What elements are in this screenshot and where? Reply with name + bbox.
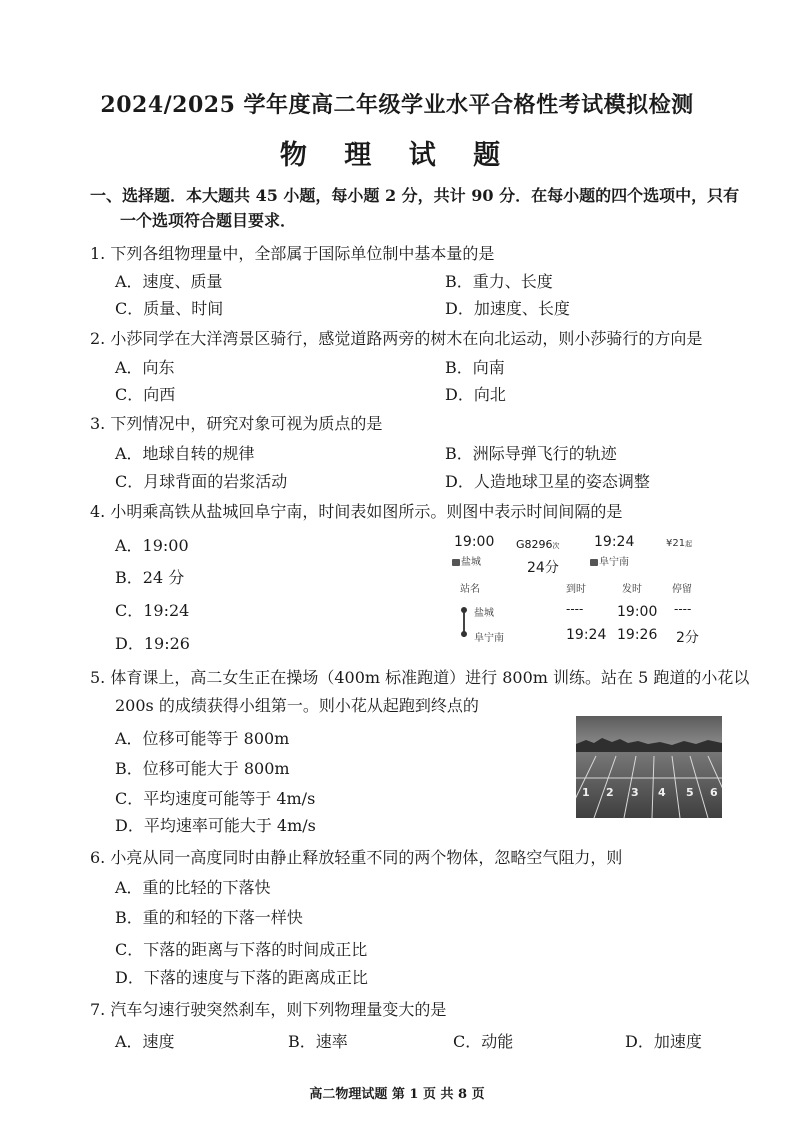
trip-duration: 24分	[527, 560, 559, 576]
question-5-stem-line2: 200s 的成绩获得小组第一。则小花从起跑到终点的	[115, 696, 479, 715]
lane-number: 2	[606, 786, 614, 799]
question-1-option-a: A．速度、质量	[115, 272, 223, 291]
lane-number: 1	[582, 786, 590, 799]
question-3-option-b: B．洲际导弹飞行的轨迹	[445, 444, 617, 463]
from-station: 盐城	[452, 553, 481, 568]
question-5-option-d: D．平均速率可能大于 4m/s	[115, 816, 316, 835]
section-heading: 一、选择题．本大题共 45 小题，每小题 2 分，共计 90 分．在每小题的四个选项中，只有	[90, 186, 740, 205]
arrive-time: 19:24	[594, 534, 635, 550]
running-track-photo	[576, 716, 722, 818]
question-7-stem: 7. 汽车匀速行驶突然刹车，则下列物理量变大的是	[90, 1000, 447, 1019]
page-footer: 高二物理试题 第 1 页 共 8 页	[309, 1087, 485, 1102]
question-4-option-d: D．19:26	[115, 634, 190, 653]
question-2-stem: 2. 小莎同学在大洋湾景区骑行，感觉道路两旁的树木在向北运动，则小莎骑行的方向是	[90, 329, 703, 348]
exam-title: 2024/2025 学年度高二年级学业水平合格性考试模拟检测	[100, 92, 694, 118]
col-depart: 发时	[622, 584, 642, 595]
question-1-option-d: D．加速度、长度	[445, 299, 570, 318]
row-2-station: 阜宁南	[474, 633, 504, 644]
question-1-option-c: C．质量、时间	[115, 299, 224, 318]
train-station-icon	[452, 559, 460, 566]
question-5-option-c: C．平均速度可能等于 4m/s	[115, 789, 316, 808]
question-2-option-d: D．向北	[445, 385, 506, 404]
lane-number: 5	[686, 786, 694, 799]
lane-number: 4	[658, 786, 666, 799]
question-2-option-b: B．向南	[445, 358, 505, 377]
question-4-option-c: C．19:24	[115, 601, 190, 620]
to-station: 阜宁南	[590, 553, 629, 568]
question-7-option-c: C．动能	[453, 1032, 514, 1051]
question-4-stem: 4. 小明乘高铁从盐城回阜宁南，时间表如图所示。则图中表示时间间隔的是	[90, 502, 623, 521]
subject-title: 物 理 试 题	[279, 140, 515, 171]
question-3-option-c: C．月球背面的岩浆活动	[115, 472, 288, 491]
train-timetable	[450, 534, 710, 652]
question-3-stem: 3. 下列情况中，研究对象可视为质点的是	[90, 414, 383, 433]
ticket-price: ¥21起	[666, 538, 693, 549]
question-6-option-b: B．重的和轻的下落一样快	[115, 908, 303, 927]
question-7-option-b: B．速率	[288, 1032, 348, 1051]
question-6-option-a: A．重的比轻的下落快	[115, 878, 271, 897]
train-number: G8296次	[516, 538, 560, 551]
question-6-option-d: D．下落的速度与下落的距离成正比	[115, 968, 368, 987]
question-5-stem-line1: 5. 体育课上，高二女生正在操场（400m 标准跑道）进行 800m 训练。站在 5 跑道的小花以	[90, 668, 750, 687]
question-4-option-b: B．24 分	[115, 568, 185, 587]
col-station: 站名	[460, 584, 480, 595]
stop-dot	[461, 631, 467, 637]
section-heading-cont: 一个选项符合题目要求．	[120, 211, 297, 230]
question-3-option-d: D．人造地球卫星的姿态调整	[445, 472, 650, 491]
row-1-stop: ----	[674, 602, 692, 616]
question-7-option-a: A．速度	[115, 1032, 175, 1051]
question-6-option-c: C．下落的距离与下落的时间成正比	[115, 940, 368, 959]
stop-dot	[461, 607, 467, 613]
question-2-option-a: A．向东	[115, 358, 175, 377]
row-1-station: 盐城	[474, 608, 494, 619]
question-6-stem: 6. 小亮从同一高度同时由静止释放轻重不同的两个物体，忽略空气阻力，则	[90, 848, 623, 867]
question-1-stem: 1. 下列各组物理量中，全部属于国际单位制中基本量的是	[90, 244, 495, 263]
train-station-icon	[590, 559, 598, 566]
question-2-option-c: C．向西	[115, 385, 176, 404]
question-1-option-b: B．重力、长度	[445, 272, 553, 291]
row-2-stop: 2分	[676, 630, 699, 646]
col-arrive: 到时	[566, 584, 586, 595]
row-2-depart: 19:26	[617, 627, 658, 643]
question-5-option-b: B．位移可能大于 800m	[115, 759, 290, 778]
question-3-option-a: A．地球自转的规律	[115, 444, 255, 463]
question-7-option-d: D．加速度	[625, 1032, 702, 1051]
row-1-depart: 19:00	[617, 604, 658, 620]
col-stop: 停留	[672, 584, 692, 595]
row-2-arrive: 19:24	[566, 627, 607, 643]
row-1-arrive: ----	[566, 602, 584, 616]
lane-number: 3	[631, 786, 639, 799]
question-5-option-a: A．位移可能等于 800m	[115, 729, 290, 748]
lane-number: 6	[710, 786, 718, 799]
depart-time: 19:00	[454, 534, 495, 550]
question-4-option-a: A．19:00	[115, 536, 189, 555]
